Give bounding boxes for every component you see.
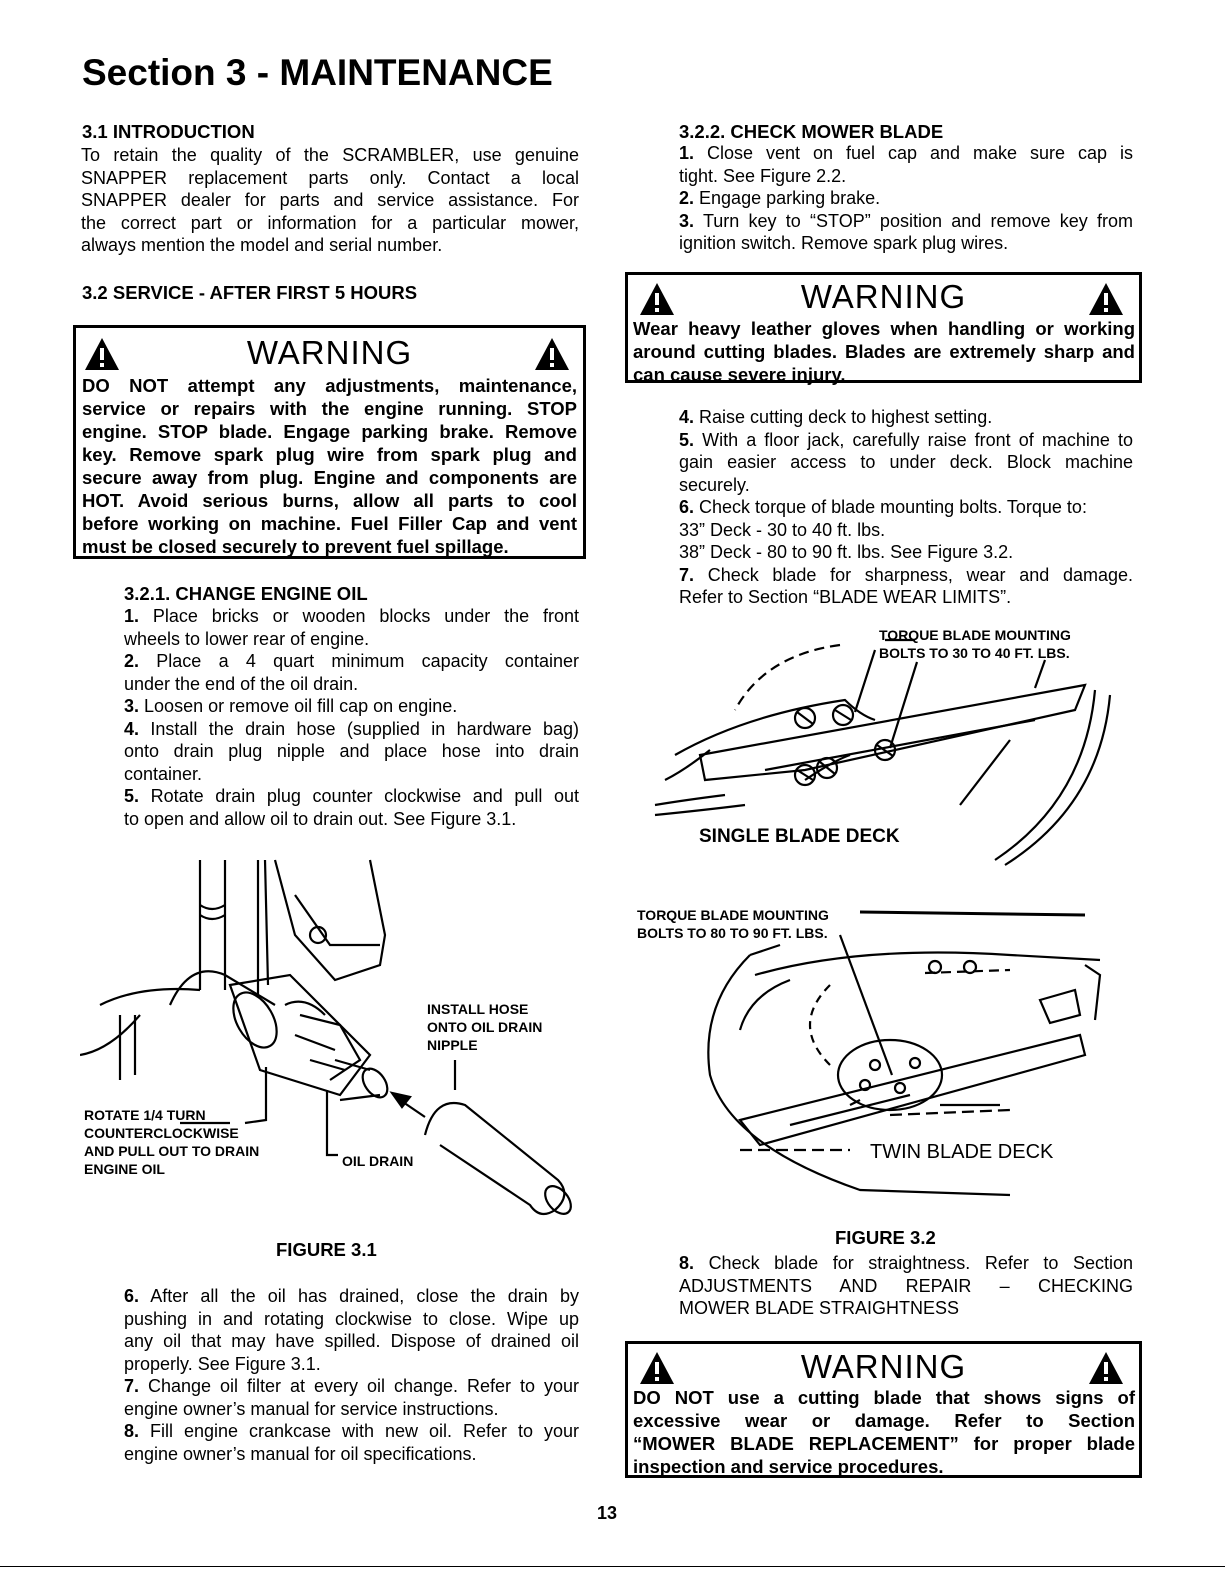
warning-box-engine	[73, 325, 586, 559]
step-number: 1.	[679, 143, 695, 163]
callout-line: TORQUE BLADE MOUNTING	[879, 627, 1071, 643]
step-text: Rotate drain plug counter clockwise and pull out	[150, 786, 579, 806]
step-text: Place a 4 quart minimum capacity container	[156, 651, 579, 671]
callout-line: ENGINE OIL	[84, 1161, 165, 1177]
oil-heading: 3.2.1. CHANGE ENGINE OIL	[124, 583, 368, 604]
step-text: Fill engine crankcase with new oil. Refer to your	[150, 1421, 579, 1441]
step-text: engine owner’s manual for service instructions.	[124, 1398, 499, 1419]
section-title: Section 3 - MAINTENANCE	[82, 52, 553, 93]
callout-line: ROTATE 1/4 TURN	[84, 1107, 206, 1123]
step-text: MOWER BLADE STRAIGHTNESS	[679, 1298, 960, 1318]
warning-line: before working on machine. Fuel Filler Cap and vent	[82, 513, 577, 534]
step-number: 4.	[124, 718, 140, 739]
step-text: Install the drain hose (supplied in hardware bag)	[150, 718, 579, 739]
step-text: Change oil filter at every oil change. Refer to your	[148, 1376, 579, 1396]
intro-line: always mention the model and serial number.	[81, 235, 443, 255]
step-number: 6.	[124, 1286, 140, 1306]
callout-line: BOLTS TO 80 TO 90 FT. LBS.	[637, 925, 828, 941]
step-text: securely.	[679, 474, 750, 495]
step-number: 6.	[679, 497, 695, 517]
warning-triangle-icon	[533, 336, 571, 372]
callout-line: AND PULL OUT TO DRAIN	[84, 1143, 260, 1159]
step-text: ignition switch. Remove spark plug wires.	[679, 233, 1009, 253]
intro-heading: 3.1 INTRODUCTION	[82, 121, 255, 142]
step-text: tight. See Figure 2.2.	[679, 165, 847, 186]
warning-line: secure away from plug. Engine and components are	[82, 467, 577, 488]
warning-line: inspection and service procedures.	[633, 1456, 944, 1477]
service-heading: 3.2 SERVICE - AFTER FIRST 5 HOURS	[82, 282, 418, 303]
step-text: engine owner’s manual for oil specifications.	[124, 1443, 477, 1464]
step-text: Place bricks or wooden blocks under the front	[152, 606, 579, 626]
step-text: to open and allow oil to drain out. See Figure 3.1.	[124, 808, 517, 829]
step-text: any oil that may have spilled. Dispose of drained oil	[124, 1331, 579, 1351]
step-number: 8.	[679, 1253, 695, 1273]
torque-single-label	[879, 626, 1071, 662]
warning-line: HOT. Avoid serious burns, allow all parts to cool	[82, 490, 577, 511]
warning-line: DO NOT attempt any adjustments, maintenance,	[82, 375, 577, 396]
step-text: Refer to Section “BLADE WEAR LIMITS”.	[679, 587, 1012, 607]
step-text: ADJUSTMENTS AND REPAIR – CHECKING	[679, 1275, 1133, 1296]
step-number: 7.	[124, 1376, 140, 1396]
step-number: 1.	[124, 606, 140, 626]
install-hose-label	[427, 1000, 542, 1054]
step-text: gain easier access to under deck. Block machine	[679, 452, 1133, 472]
warning-line: DO NOT use a cutting blade that shows signs of	[633, 1387, 1135, 1408]
figure-3-1-caption: FIGURE 3.1	[276, 1239, 377, 1260]
step-number: 3.	[124, 696, 140, 716]
intro-line: the correct part or information for a particular mower,	[81, 212, 579, 233]
step-text: properly. See Figure 3.1.	[124, 1353, 321, 1374]
intro-line: SNAPPER dealer for parts and service assistance. For	[81, 190, 579, 210]
step-number: 4.	[679, 407, 695, 427]
step-text: Check blade for straightness. Refer to Section	[708, 1253, 1133, 1273]
callout-line: COUNTERCLOCKWISE	[84, 1125, 239, 1141]
step-text: Check torque of blade mounting bolts. Torque to:	[699, 497, 1087, 517]
step-text: onto drain plug nipple and place hose into drain	[124, 741, 579, 761]
figure-3-2-caption: FIGURE 3.2	[835, 1227, 936, 1248]
callout-line: NIPPLE	[427, 1037, 478, 1053]
blade-steps-continued	[679, 406, 1133, 609]
step-text: Engage parking brake.	[699, 188, 881, 208]
step-number: 3.	[679, 210, 695, 231]
step-number: 2.	[679, 188, 695, 208]
bottom-rule	[0, 1566, 1225, 1567]
step-text: With a floor jack, carefully raise front of machine to	[702, 429, 1133, 450]
warning-title: WARNING	[800, 1348, 967, 1385]
step-number: 2.	[124, 651, 140, 671]
oil-steps-continued	[124, 1285, 579, 1465]
step-text: pushing in and rotating clockwise to close. Wipe up	[124, 1308, 579, 1329]
callout-line: ONTO OIL DRAIN	[427, 1019, 543, 1035]
single-blade-deck-label: SINGLE BLADE DECK	[699, 826, 900, 847]
warning-box-gloves	[625, 272, 1142, 383]
step-text: Check blade for sharpness, wear and damage.	[707, 564, 1133, 585]
warning-line: must be closed securely to prevent fuel spillage.	[82, 536, 509, 557]
step-text: Close vent on fuel cap and make sure cap is	[707, 143, 1133, 163]
blade-heading: 3.2.2. CHECK MOWER BLADE	[679, 121, 944, 142]
warning-title: WARNING	[246, 334, 413, 371]
oil-steps	[124, 605, 579, 830]
page-number: 13	[597, 1503, 618, 1523]
step-text: wheels to lower rear of engine.	[124, 628, 370, 649]
step-number: 5.	[679, 429, 695, 450]
warning-line: Wear heavy leather gloves when handling or working	[633, 318, 1135, 339]
step-text: 33” Deck - 30 to 40 ft. lbs.	[679, 519, 886, 540]
step-number: 7.	[679, 564, 695, 585]
twin-blade-deck-label: TWIN BLADE DECK	[870, 1141, 1054, 1163]
blade-steps	[679, 142, 1133, 255]
warning-title: WARNING	[800, 278, 967, 315]
warning-triangle-icon	[1087, 281, 1125, 317]
intro-line: To retain the quality of the SCRAMBLER, use genuine	[81, 145, 579, 165]
warning-line: around cutting blades. Blades are extremely sharp and	[633, 341, 1135, 362]
step-number: 5.	[124, 786, 140, 806]
step-text: container.	[124, 763, 203, 784]
rotate-turn-label	[84, 1106, 259, 1178]
step-text: 38” Deck - 80 to 90 ft. lbs. See Figure 3.2.	[679, 542, 1014, 562]
warning-line: excessive wear or damage. Refer to Section	[633, 1410, 1135, 1431]
warning-triangle-icon	[1087, 1350, 1125, 1386]
callout-line: BOLTS TO 30 TO 40 FT. LBS.	[879, 645, 1070, 661]
warning-line: key. Remove spark plug wire from spark plug and	[82, 444, 577, 465]
callout-line: INSTALL HOSE	[427, 1001, 529, 1017]
warning-box-blade-wear	[625, 1341, 1142, 1478]
callout-line: TORQUE BLADE MOUNTING	[637, 907, 829, 923]
step-number: 8.	[124, 1421, 140, 1441]
step-text: under the end of the oil drain.	[124, 673, 359, 694]
warning-line: can cause severe injury.	[633, 364, 846, 385]
step-text: Raise cutting deck to highest setting.	[699, 407, 993, 427]
intro-line: SNAPPER replacement parts only. Contact a local	[81, 167, 579, 188]
oil-drain-label: OIL DRAIN	[342, 1153, 414, 1169]
blade-step-8	[679, 1252, 1133, 1320]
step-text: After all the oil has drained, close the drain by	[150, 1286, 579, 1306]
warning-line: “MOWER BLADE REPLACEMENT” for proper blade	[633, 1433, 1135, 1454]
warning-line: service or repairs with the engine running. STOP	[82, 398, 577, 419]
twin-blade-deck-illustration	[680, 905, 1120, 1210]
intro-paragraph	[81, 144, 579, 257]
step-text: Loosen or remove oil fill cap on engine.	[144, 696, 458, 716]
step-text: Turn key to “STOP” position and remove key from	[702, 210, 1133, 231]
warning-line: engine. STOP blade. Engage parking brake. Remove	[82, 421, 577, 442]
